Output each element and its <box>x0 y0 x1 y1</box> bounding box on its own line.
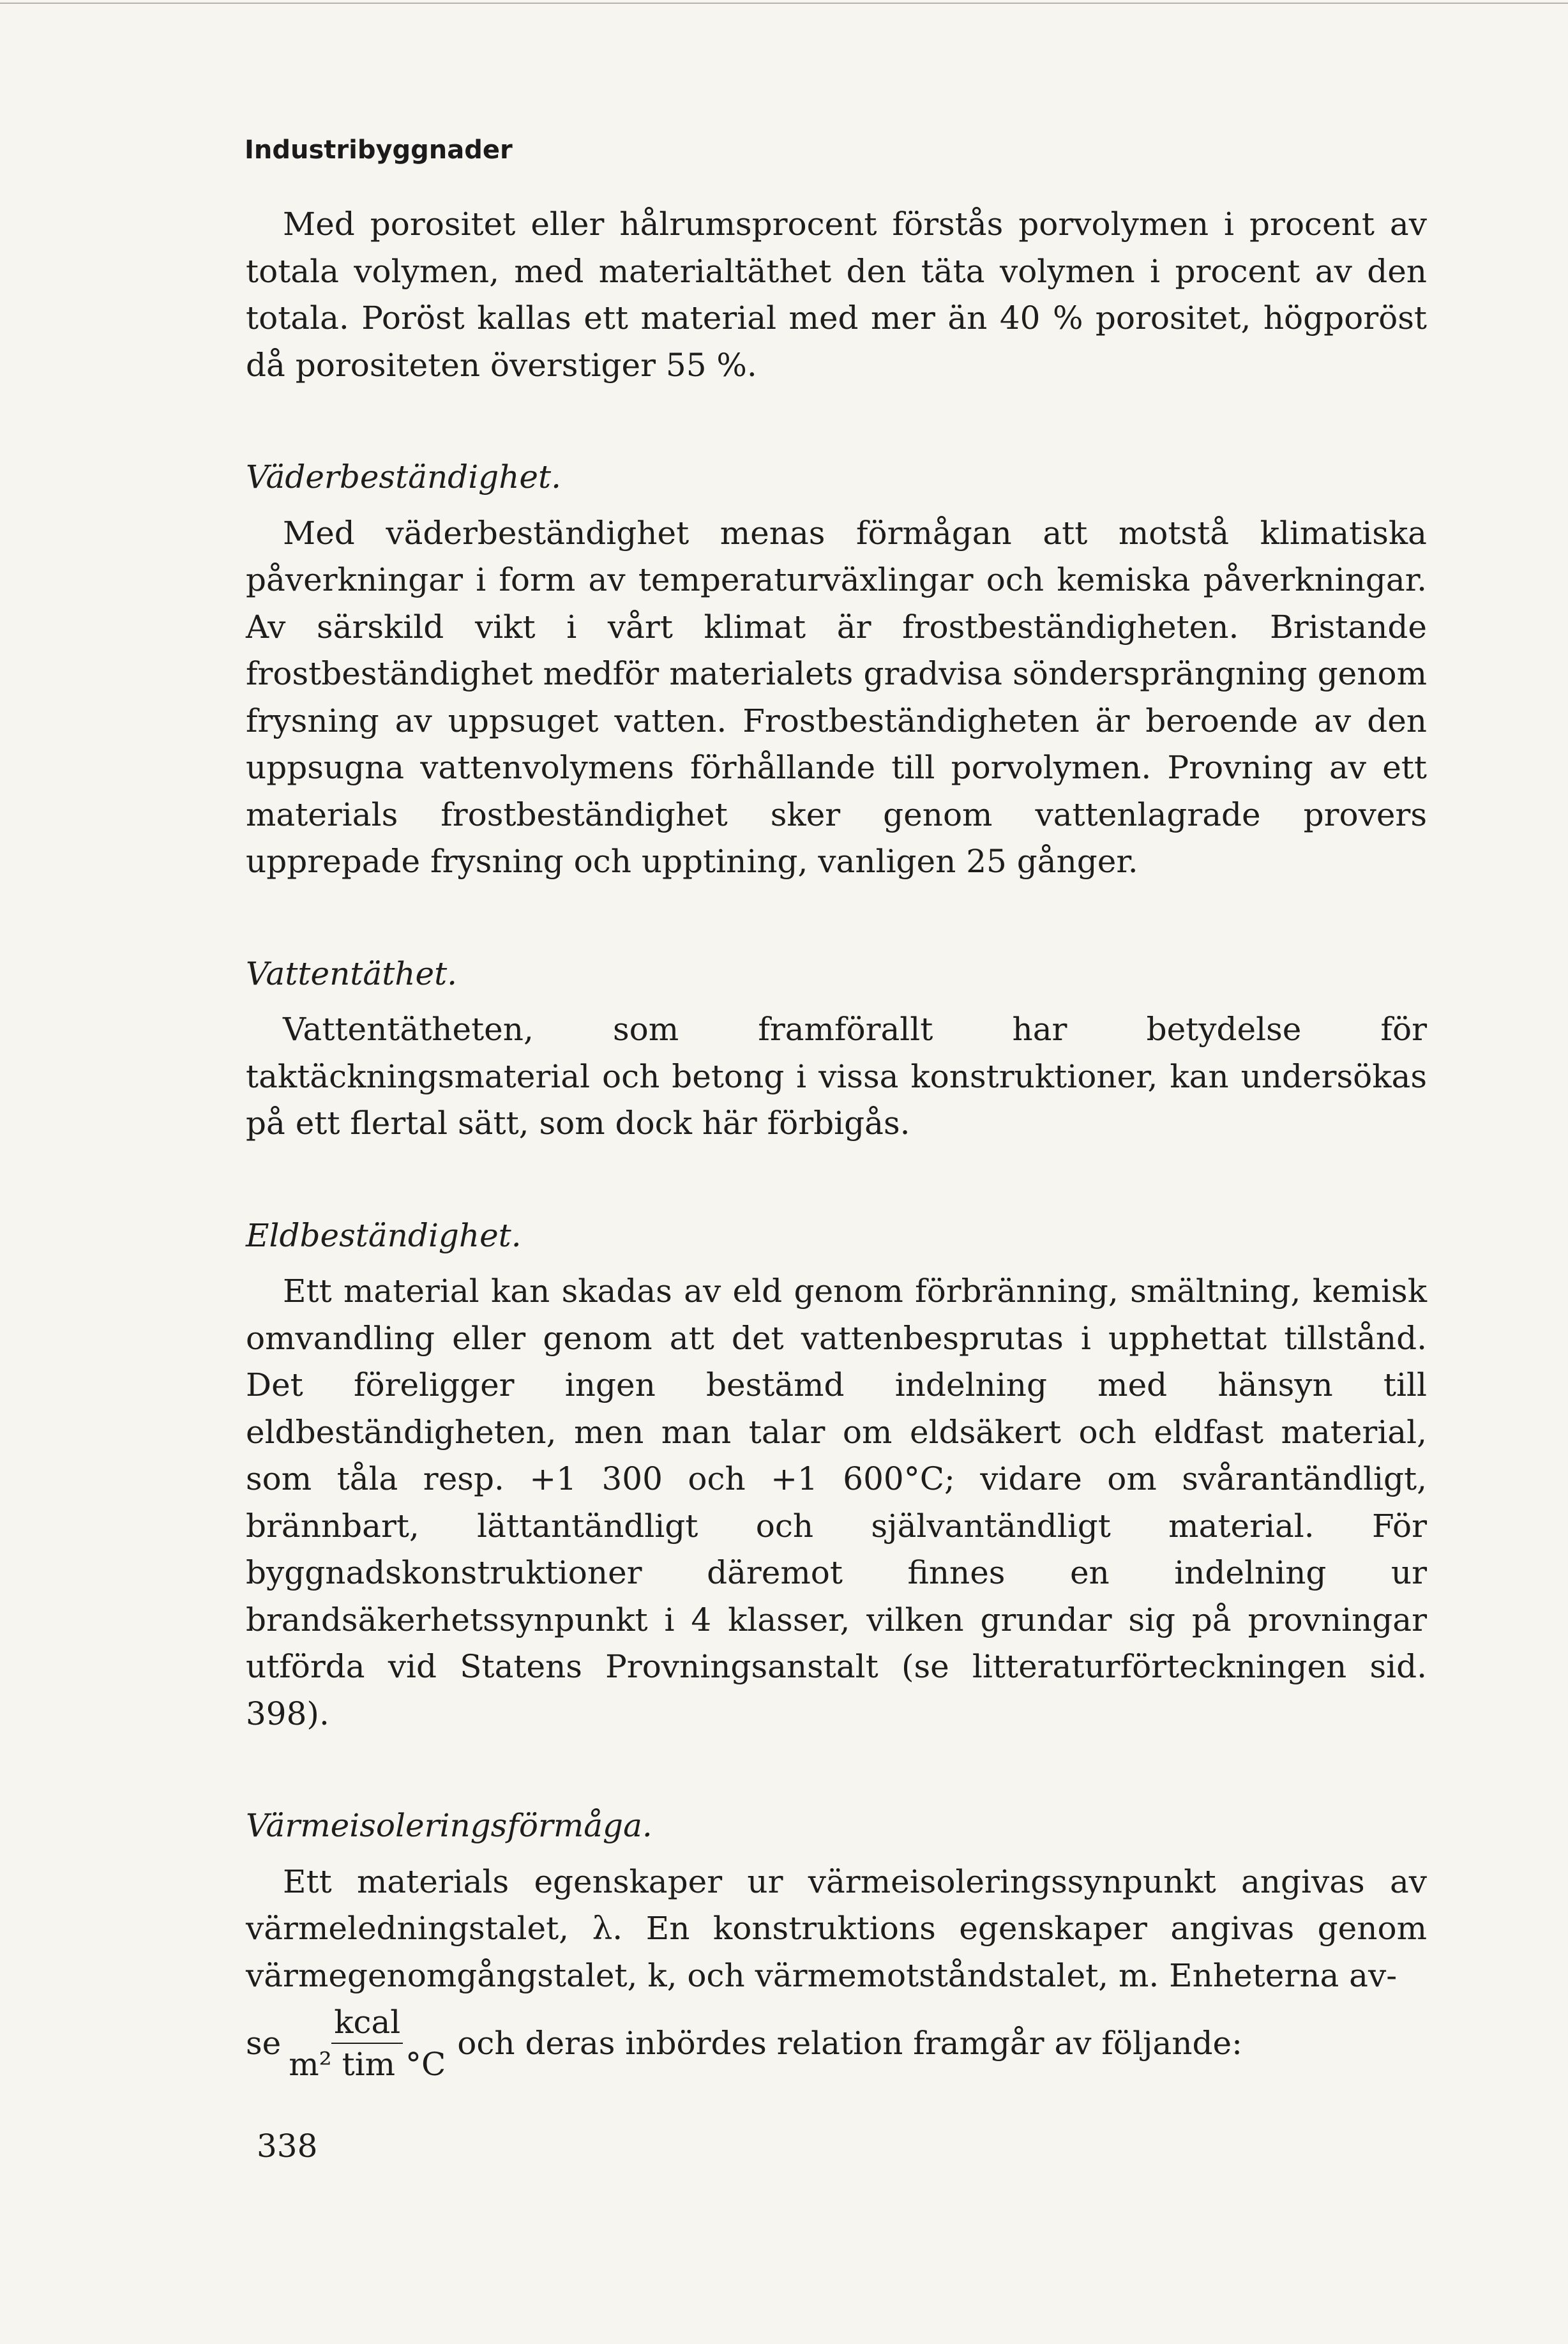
running-head: Industribyggnader <box>245 135 513 165</box>
heading-vaderbestandighet: Väderbeständighet. <box>246 458 561 495</box>
paragraph-varmeisolering: Ett materials egenskaper ur värmeisoleringssynpunkt angivas av värmeledningstalet, λ. En konstruktions egenskaper angivas genom värmegenomgångstalet, k, och värmemotståndstalet, m. Enheterna av- <box>246 1863 1427 1994</box>
fraction-denominator: m² tim °C <box>289 2046 446 2083</box>
formula-suffix: och deras inbördes relation framgår av följande: <box>457 2025 1242 2062</box>
paragraph-vattentathet: Vattentätheten, som framförallt har betydelse för taktäckningsmaterial och betong i vissa konstruktioner, kan undersökas på ett flertal sätt, som dock här förbigås. <box>246 1011 1427 1142</box>
formula-prefix: se <box>246 2025 282 2062</box>
heading-vattentathet: Vattentäthet. <box>246 955 458 992</box>
top-rule <box>0 3 1568 4</box>
paragraph-porositet: Med porositet eller hålrumsprocent förstås porvolymen i procent av totala volymen, med materialtäthet den täta volymen i procent av den totala. Poröst kallas ett material med mer än 40 % porositet, högporöst då porositeten överstiger 55 %. <box>246 206 1427 384</box>
paragraph-eldbestandighet: Ett material kan skadas av eld genom förbränning, smältning, kemisk omvandling eller genom att det vattenbesprutas i upphettat tillstånd. Det föreligger ingen bestämd indelning med hänsyn till eldbeständigheten, men man talar om eldsäkert och eldfast material, som tåla resp. +1 300 och +1 600°C; vidare om svårantändligt, brännbart, lättantändligt och självantändligt material. För byggnadskonstruktioner däremot finnes en indelning ur brandsäkerhetssynpunkt i 4 klasser, vilken grundar sig på provningar utförda vid Statens Provningsanstalt (se litteraturförteckningen sid. 398). <box>246 1273 1427 1732</box>
fraction-numerator: kcal <box>331 2003 403 2044</box>
unit-fraction <box>286 2003 448 2083</box>
page-body <box>246 201 1427 2083</box>
page-number: 338 <box>257 2128 318 2165</box>
heading-varmeisolering: Värmeisoleringsförmåga. <box>246 1807 652 1844</box>
paragraph-vaderbestandighet: Med väderbeständighet menas förmågan att motstå klimatiska påverkningar i form av temperaturväxlingar och kemiska påverkningar. Av särskild vikt i vårt klimat är frostbeständigheten. Bristande frostbeständighet medför materialets gradvisa söndersprängning genom frysning av uppsuget vatten. Frostbeständigheten är beroende av den uppsugna vattenvolymens förhållande till porvolymen. Provning av ett materials frostbeständighet sker genom vattenlagrade provers upprepade frysning och upptining, vanligen 25 gånger. <box>246 514 1427 880</box>
unit-formula-line <box>246 2003 1427 2083</box>
heading-eldbestandighet: Eldbeständighet. <box>246 1216 522 1254</box>
